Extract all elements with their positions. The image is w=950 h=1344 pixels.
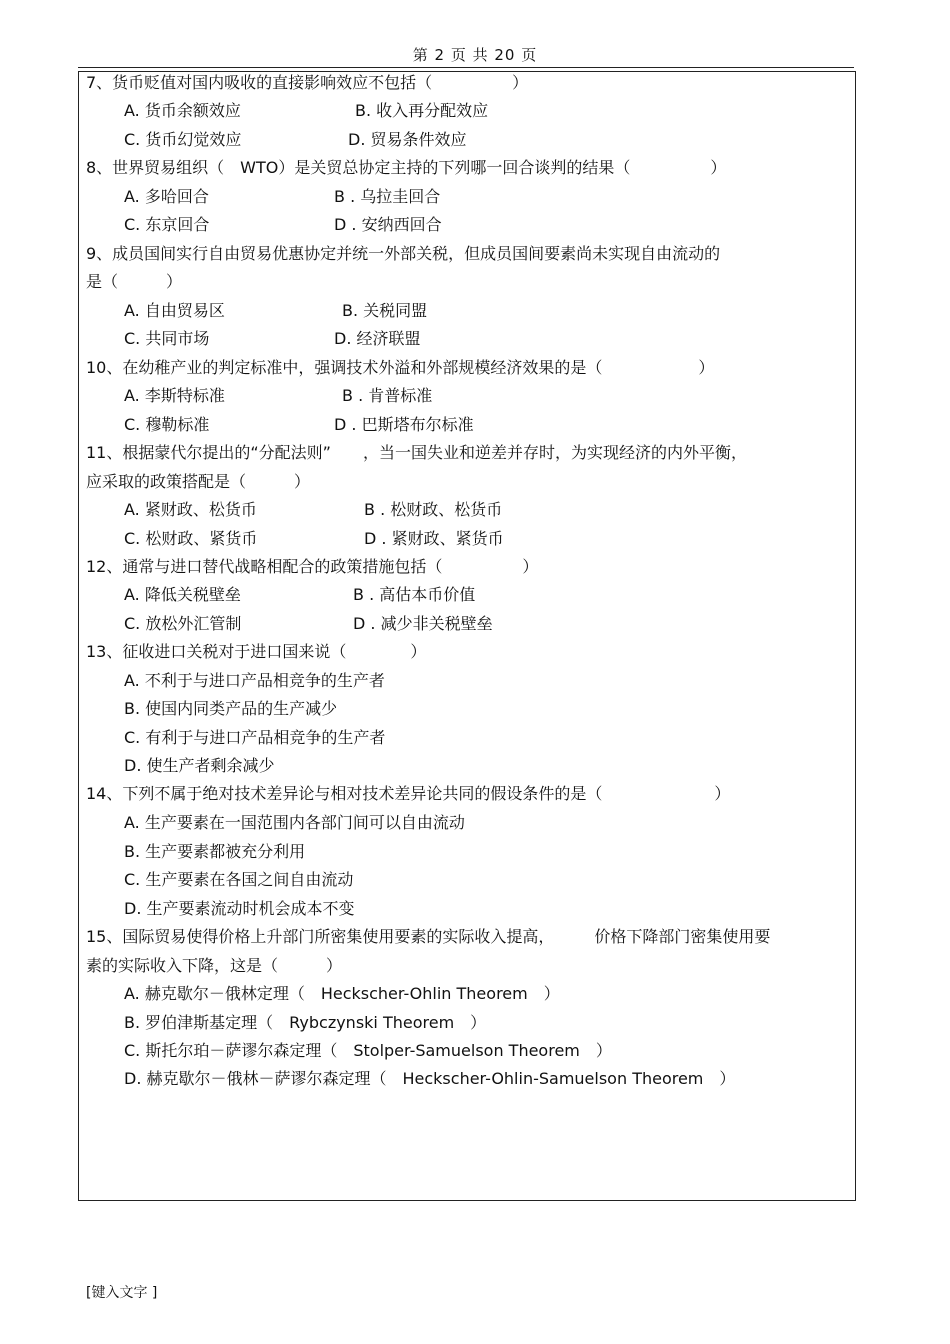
line-q15b: B. 罗伯津斯基定理（ Rybczynski Theorem ） (124, 1013, 487, 1032)
line-q7c: C. 货币幻觉效应 (124, 130, 242, 149)
line-q12a: A. 降低关税壁垒 (124, 585, 241, 604)
line-q8b: B . 乌拉圭回合 (334, 187, 441, 206)
line-q13b: B. 使国内同类产品的生产减少 (124, 699, 338, 718)
page-header: 第 2 页 共 20 页 (412, 46, 538, 64)
line-q11b2: 应采取的政策搭配是（ ） (86, 472, 311, 491)
line-q14a: A. 生产要素在一国范围内各部门间可以自由流动 (124, 813, 465, 832)
line-q14: 14、下列不属于绝对技术差异论与相对技术差异论共同的假设条件的是（ ） (86, 784, 731, 803)
line-q15: 15、国际贸易使得价格上升部门所密集使用要素的实际收入提高， 价格下降部门密集使用要 (86, 927, 771, 946)
line-q11d: D . 紧财政、紧货币 (364, 529, 504, 548)
line-q9bb: B. 关税同盟 (342, 301, 428, 320)
line-q13: 13、征收进口关税对于进口国来说（ ） (86, 642, 427, 661)
line-q15c: C. 斯托尔珀－萨谬尔森定理（ Stolper-Samuelson Theorem ） (124, 1041, 612, 1060)
line-q10d: D . 巴斯塔布尔标准 (334, 415, 474, 434)
line-q15b2: 素的实际收入下降，这是（ ） (86, 956, 343, 975)
line-q8a: A. 多哈回合 (124, 187, 209, 206)
line-q7d: D. 贸易条件效应 (348, 130, 467, 149)
line-q7b: B. 收入再分配效应 (355, 101, 489, 120)
line-q15a: A. 赫克歇尔－俄林定理（ Heckscher-Ohlin Theorem ） (124, 984, 560, 1003)
line-q10a: A. 李斯特标准 (124, 386, 225, 405)
line-q12: 12、通常与进口替代战略相配合的政策措施包括（ ） (86, 557, 539, 576)
line-q12d: D . 减少非关税壁垒 (353, 614, 493, 633)
line-q7: 7、货币贬值对国内吸收的直接影响效应不包括（ ） (86, 73, 529, 92)
line-q9: 9、成员国间实行自由贸易优惠协定并统一外部关税，但成员国间要素尚未实现自由流动的 (86, 244, 721, 263)
line-q10c: C. 穆勒标准 (124, 415, 210, 434)
line-q8d: D . 安纳西回合 (334, 215, 442, 234)
line-q9b2: 是（ ） (86, 272, 183, 291)
line-q8: 8、世界贸易组织（ WTO）是关贸总协定主持的下列哪一回合谈判的结果（ ） (86, 158, 727, 177)
line-q15d: D. 赫克歇尔－俄林－萨谬尔森定理（ Heckscher-Ohlin-Samuelson Theorem ） (124, 1069, 736, 1088)
line-q14d: D. 生产要素流动时机会成本不变 (124, 899, 355, 918)
line-q12c: C. 放松外汇管制 (124, 614, 242, 633)
line-q13c: C. 有利于与进口产品相竞争的生产者 (124, 728, 386, 747)
line-q11b: B . 松财政、松货币 (364, 500, 503, 519)
line-q13d: D. 使生产者剩余减少 (124, 756, 275, 775)
line-q11a: A. 紧财政、松货币 (124, 500, 257, 519)
line-q11: 11、根据蒙代尔提出的“分配法则” ，当一国失业和逆差并存时，为实现经济的内外平衡， (86, 443, 747, 462)
line-q11c: C. 松财政、紧货币 (124, 529, 258, 548)
page-footer: [键入文字 ] (86, 1285, 158, 1301)
line-q14b: B. 生产要素都被充分利用 (124, 842, 306, 861)
line-q8c: C. 东京回合 (124, 215, 210, 234)
line-q10b: B . 肯普标准 (342, 386, 433, 405)
line-q9d: D. 经济联盟 (334, 329, 421, 348)
line-q14c: C. 生产要素在各国之间自由流动 (124, 870, 354, 889)
line-q10: 10、在幼稚产业的判定标准中，强调技术外溢和外部规模经济效果的是（ ） (86, 358, 715, 377)
line-q13a: A. 不利于与进口产品相竞争的生产者 (124, 671, 385, 690)
line-q9c: C. 共同市场 (124, 329, 210, 348)
line-q12b: B . 高估本币价值 (353, 585, 476, 604)
line-q9a: A. 自由贸易区 (124, 301, 225, 320)
line-q7a: A. 货币余额效应 (124, 101, 241, 120)
header-rule (78, 67, 854, 68)
